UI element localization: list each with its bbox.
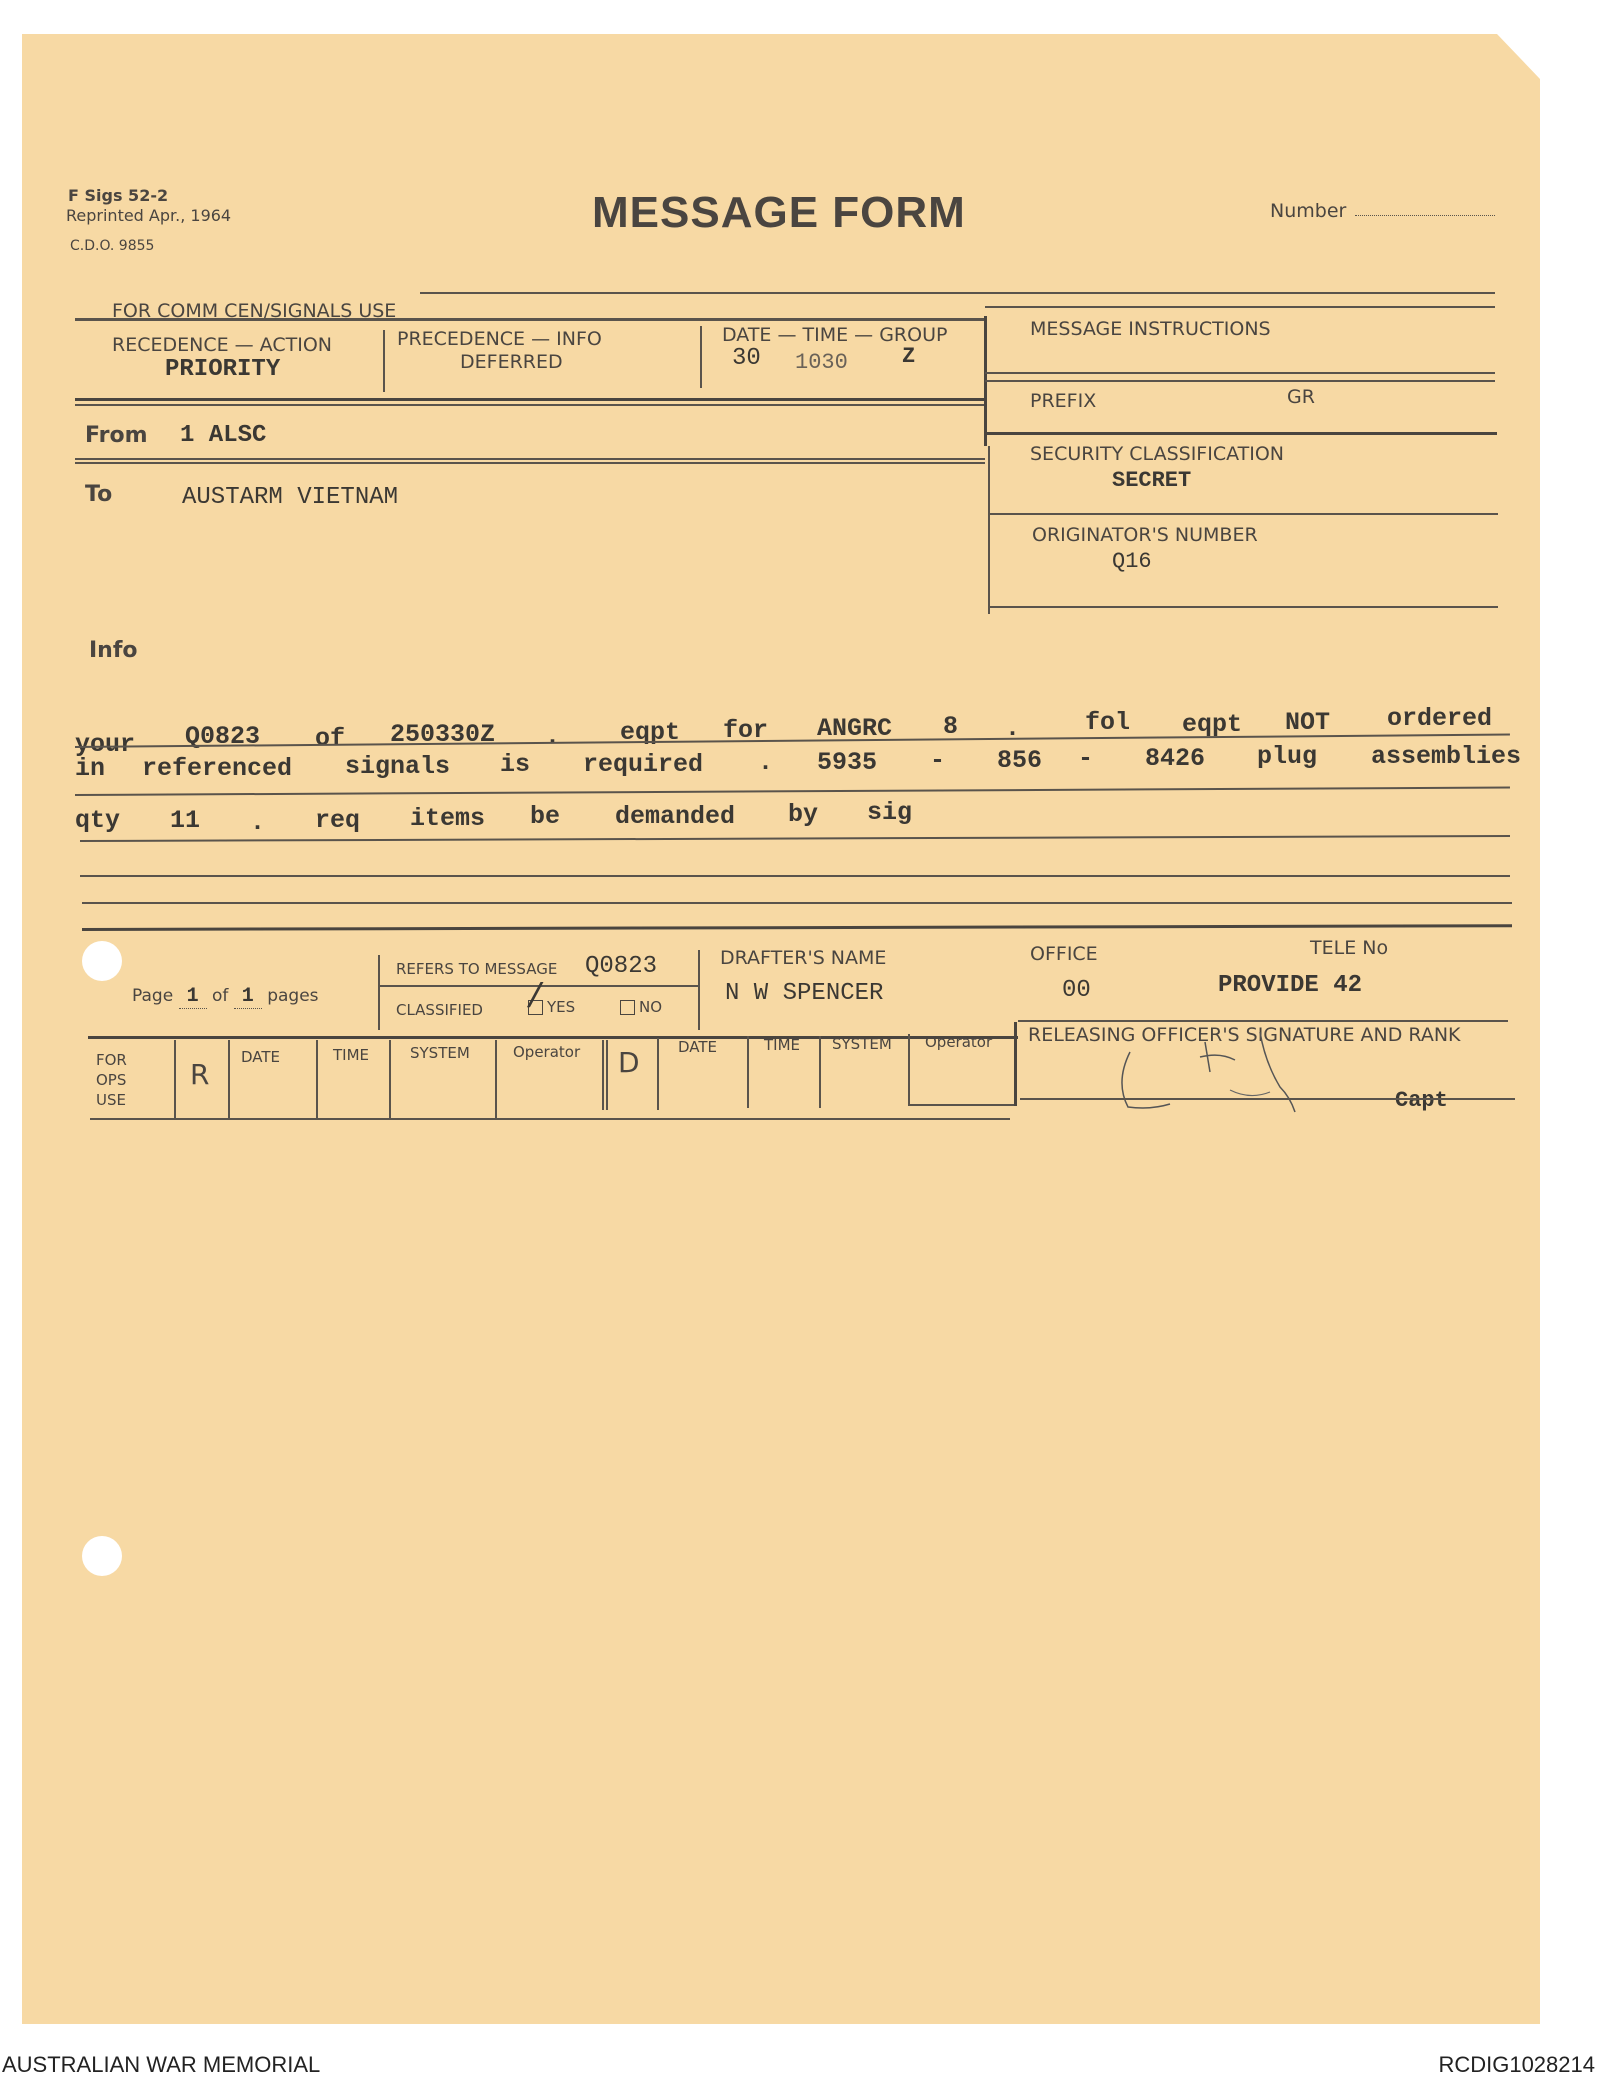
rule — [75, 318, 985, 321]
rule — [606, 1040, 608, 1110]
message-word: . — [758, 748, 774, 777]
rule — [985, 372, 1495, 374]
rule — [657, 1038, 659, 1110]
message-word: for — [723, 716, 769, 745]
message-word: be — [530, 802, 561, 831]
message-word: 8 — [943, 712, 959, 741]
message-word: Q0823 — [185, 722, 261, 751]
message-word: your — [75, 730, 136, 759]
form-reprinted: Reprinted Apr., 1964 — [66, 206, 232, 225]
classified-label: CLASSIFIED — [396, 1001, 483, 1019]
rule — [75, 398, 985, 401]
rule — [420, 292, 1495, 294]
message-word: plug — [1257, 742, 1318, 771]
message-word: 8426 — [1145, 744, 1206, 773]
rule — [90, 1118, 1010, 1120]
message-word: demanded — [615, 802, 736, 831]
message-word: referenced — [142, 754, 293, 783]
tele-value: PROVIDE 42 — [1218, 972, 1363, 999]
message-word: required — [583, 750, 704, 779]
refers-to-label: REFERS TO MESSAGE — [396, 960, 558, 978]
precedence-action-value: PRIORITY — [165, 356, 281, 383]
ops-r-operator: Operator — [513, 1043, 581, 1061]
ops-d-time: TIME — [764, 1036, 801, 1054]
message-word: sig — [867, 798, 913, 827]
precedence-info-label: PRECEDENCE — INFO — [397, 328, 602, 350]
security-value: SECRET — [1112, 468, 1192, 493]
releasing-label: RELEASING OFFICER'S SIGNATURE AND RANK — [1028, 1024, 1461, 1046]
page-number: 1 — [179, 985, 207, 1009]
ops-d-system: SYSTEM — [832, 1035, 892, 1053]
message-word: ordered — [1387, 704, 1493, 733]
punch-hole — [82, 941, 122, 981]
dtg-zone: Z — [902, 344, 916, 369]
rule — [80, 875, 1510, 877]
message-word: . — [250, 808, 266, 837]
rule — [698, 950, 700, 1030]
rule — [988, 446, 990, 614]
ops-use-label — [96, 1050, 127, 1110]
rule — [988, 606, 1498, 608]
message-word: eqpt — [620, 718, 681, 747]
message-word: in — [75, 754, 106, 783]
comm-cen-label: FOR COMM CEN/SIGNALS USE — [112, 300, 397, 322]
message-word: by — [788, 800, 819, 829]
ops-use-line: FOR — [96, 1051, 127, 1069]
originator-value: Q16 — [1112, 549, 1152, 574]
message-word: 250330Z — [390, 720, 496, 749]
rule — [316, 1040, 318, 1120]
rule — [985, 380, 1495, 382]
rule — [378, 955, 380, 1030]
rule — [174, 1040, 176, 1120]
dtg-label: DATE — TIME — GROUP — [722, 324, 948, 346]
footer-left: AUSTRALIAN WAR MEMORIAL — [2, 2052, 321, 2077]
rule — [75, 404, 985, 406]
drafter-value: N W SPENCER — [725, 980, 884, 1007]
to-label: To — [85, 482, 113, 507]
rule — [602, 1040, 604, 1110]
no-label: NO — [639, 998, 663, 1016]
rule — [75, 462, 985, 464]
message-word: . — [1005, 714, 1021, 743]
page-total: 1 — [234, 985, 262, 1009]
message-word: fol — [1085, 708, 1131, 737]
rule — [82, 902, 1512, 904]
no-checkbox[interactable] — [620, 1000, 635, 1015]
rule — [819, 1036, 821, 1108]
footer-right: RCDIG1028214 — [1438, 2052, 1595, 2077]
message-word: NOT — [1285, 708, 1331, 737]
officer-signature — [1110, 1012, 1320, 1122]
from-value: 1 ALSC — [180, 422, 267, 449]
ops-d-operator: Operator — [925, 1033, 993, 1051]
prefix-label: PREFIX — [1030, 390, 1097, 412]
message-word: is — [500, 750, 531, 779]
ops-use-line: USE — [96, 1091, 126, 1109]
message-word: items — [410, 804, 486, 833]
classified-no — [620, 998, 662, 1016]
of-label: of — [211, 986, 229, 1006]
officer-rank: Capt — [1395, 1088, 1448, 1113]
drafter-label: DRAFTER'S NAME — [720, 947, 887, 969]
rule — [495, 1040, 497, 1120]
message-word: assemblies — [1371, 742, 1522, 771]
message-word: . — [545, 722, 561, 751]
ops-d: D — [618, 1046, 640, 1079]
message-word: eqpt — [1182, 710, 1243, 739]
rule — [700, 326, 702, 388]
refers-to-value: Q0823 — [585, 953, 658, 980]
message-word: 856 — [997, 746, 1043, 775]
page-info — [132, 985, 319, 1008]
originator-label: ORIGINATOR'S NUMBER — [1032, 524, 1258, 546]
page-label: Page — [132, 986, 174, 1006]
precedence-info-value: DEFERRED — [460, 351, 563, 373]
form-title: MESSAGE FORM — [592, 188, 966, 237]
message-word: 5935 — [817, 748, 878, 777]
rule — [908, 1034, 910, 1106]
message-word: 11 — [170, 806, 201, 835]
message-instructions-label: MESSAGE INSTRUCTIONS — [1030, 318, 1271, 340]
message-word: ANGRC — [817, 714, 893, 743]
to-value: AUSTARM VIETNAM — [182, 484, 399, 511]
message-word: - — [1078, 744, 1094, 773]
number-field — [1355, 215, 1495, 216]
message-word: qty — [75, 806, 121, 835]
rule — [383, 330, 385, 392]
from-label: From — [85, 423, 148, 448]
pages-label: pages — [267, 986, 319, 1006]
classified-mark: / — [525, 980, 546, 1018]
dtg-time: 1030 — [795, 350, 848, 375]
office-label: OFFICE — [1030, 943, 1098, 965]
message-word: req — [315, 806, 361, 835]
ops-use-line: OPS — [96, 1071, 127, 1089]
ops-r: R — [190, 1058, 210, 1091]
yes-label: YES — [547, 998, 576, 1016]
tele-label: TELE No — [1310, 937, 1389, 959]
rule — [228, 1040, 230, 1120]
rule — [747, 1036, 749, 1108]
office-value: 00 — [1062, 977, 1091, 1004]
rule — [988, 513, 1498, 515]
ops-r-system: SYSTEM — [410, 1044, 470, 1062]
rule — [985, 432, 1497, 435]
message-word: - — [930, 746, 946, 775]
message-word: signals — [345, 752, 451, 781]
rule — [75, 458, 985, 460]
number-label: Number — [1270, 200, 1347, 222]
ops-r-date: DATE — [241, 1048, 281, 1066]
ops-d-date: DATE — [678, 1038, 718, 1056]
precedence-action-label: RECEDENCE — ACTION — [112, 334, 332, 356]
rule — [389, 1040, 391, 1120]
gr-label: GR — [1287, 386, 1315, 408]
rule — [1014, 1022, 1017, 1106]
message-word: of — [315, 724, 346, 753]
punch-hole — [82, 1536, 122, 1576]
form-cdo: C.D.O. 9855 — [70, 238, 155, 254]
dtg-day: 30 — [732, 345, 761, 372]
rule — [985, 306, 1495, 308]
form-code: F Sigs 52-2 — [68, 186, 169, 205]
rule — [1020, 1098, 1515, 1100]
security-label: SECURITY CLASSIFICATION — [1030, 443, 1285, 465]
ops-r-time: TIME — [333, 1046, 370, 1064]
info-label: Info — [89, 638, 138, 663]
rule — [908, 1104, 1014, 1106]
